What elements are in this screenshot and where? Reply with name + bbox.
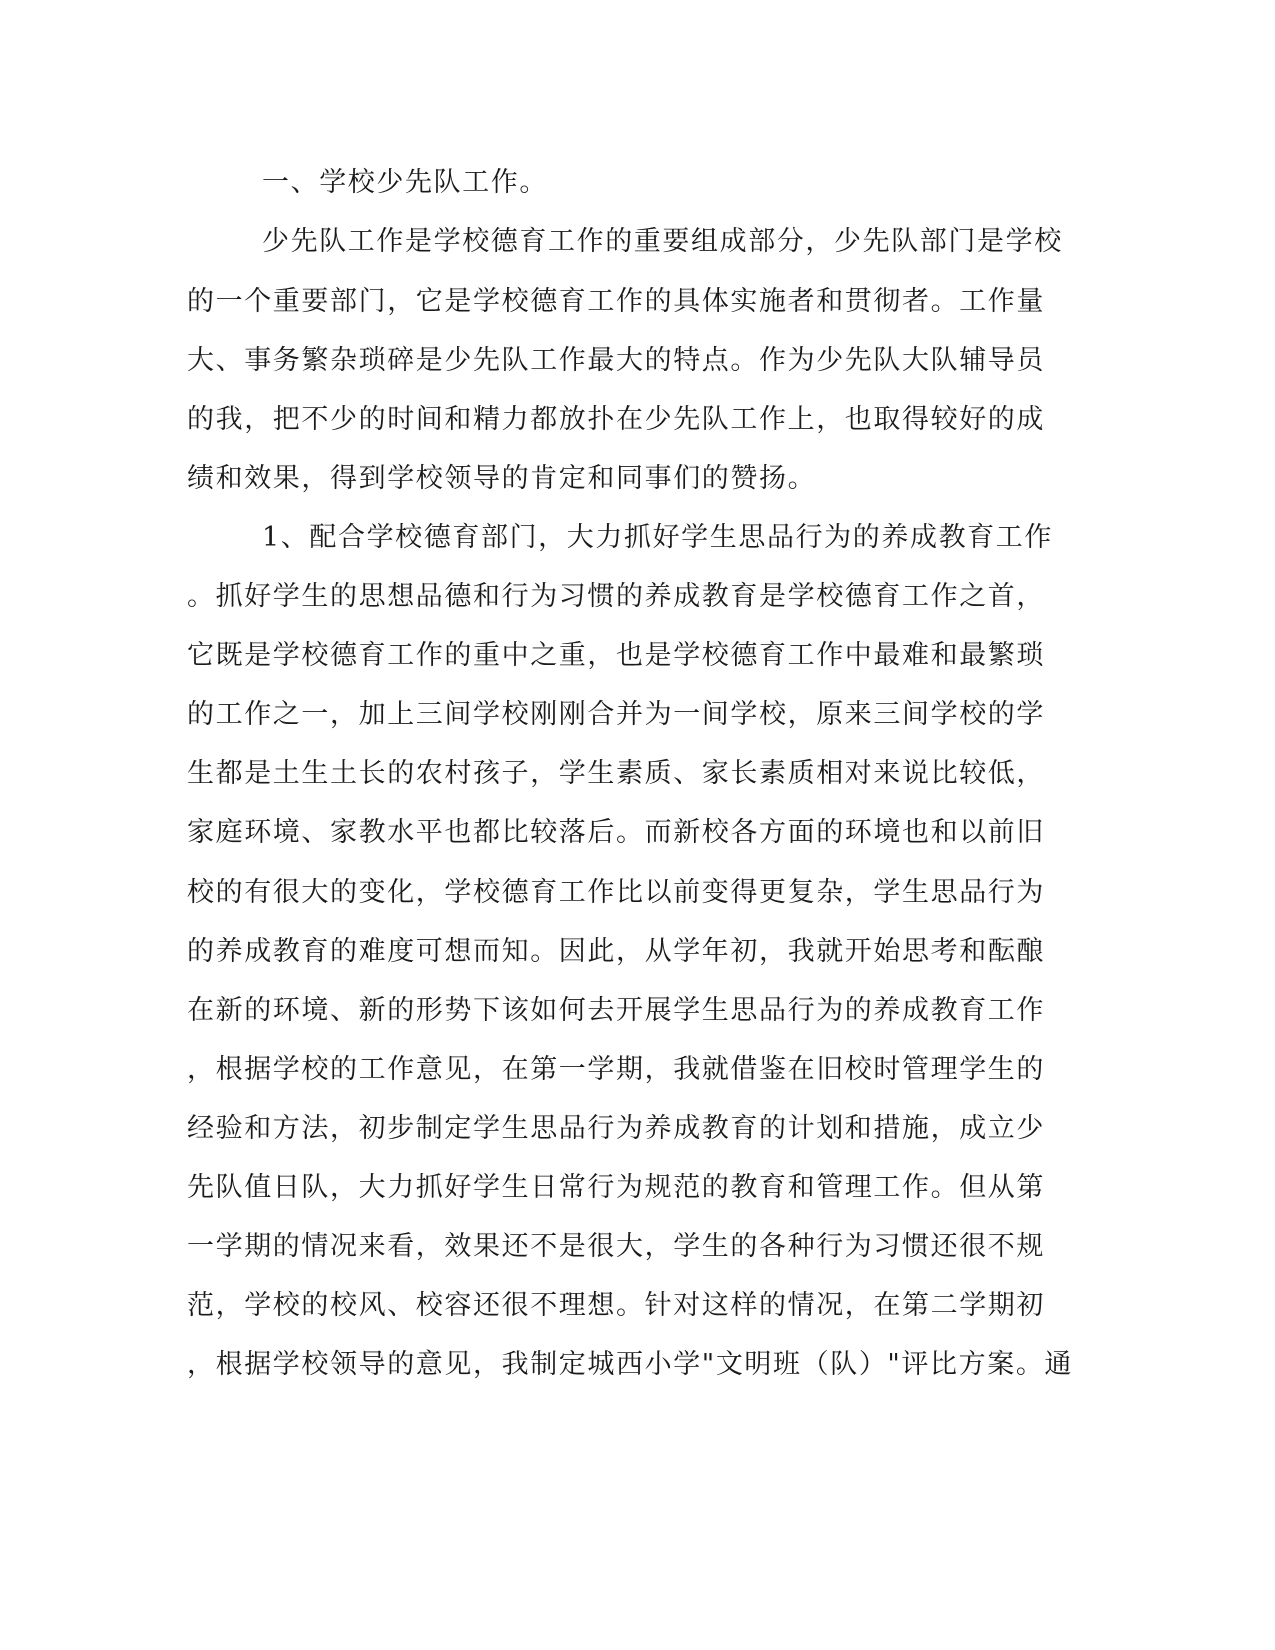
paragraph-line: 大、事务繁杂琐碎是少先队工作最大的特点。作为少先队大队辅导员: [187, 345, 1045, 376]
paragraph-line: 一学期的情况来看，效果还不是很大，学生的各种行为习惯还很不规: [187, 1231, 1045, 1262]
paragraph-line: 。抓好学生的思想品德和行为习惯的养成教育是学校德育工作之首，: [187, 581, 1045, 612]
paragraph-line: ，根据学校的工作意见，在第一学期，我就借鉴在旧校时管理学生的: [187, 1054, 1045, 1085]
paragraph-line: 1、配合学校德育部门，大力抓好学生思品行为的养成教育工作: [262, 522, 1053, 553]
paragraph-line: 的一个重要部门，它是学校德育工作的具体实施者和贯彻者。工作量: [187, 286, 1045, 317]
paragraph-line: 它既是学校德育工作的重中之重，也是学校德育工作中最难和最繁琐: [187, 640, 1045, 671]
paragraph-line: 家庭环境、家教水平也都比较落后。而新校各方面的环境也和以前旧: [187, 817, 1045, 848]
paragraph-line: 经验和方法，初步制定学生思品行为养成教育的计划和措施，成立少: [187, 1113, 1045, 1144]
section-heading: 一、学校少先队工作。: [262, 167, 548, 198]
paragraph-line: 范，学校的校风、校容还很不理想。针对这样的情况，在第二学期初: [187, 1290, 1045, 1321]
paragraph-line: 的我，把不少的时间和精力都放扑在少先队工作上，也取得较好的成: [187, 404, 1045, 435]
paragraph-line: 先队值日队，大力抓好学生日常行为规范的教育和管理工作。但从第: [187, 1172, 1045, 1203]
paragraph-line: 绩和效果，得到学校领导的肯定和同事们的赞扬。: [187, 463, 817, 494]
paragraph-line: ，根据学校领导的意见，我制定城西小学"文明班（队）"评比方案。通: [187, 1349, 1074, 1380]
paragraph-line: 的工作之一，加上三间学校刚刚合并为一间学校，原来三间学校的学: [187, 699, 1045, 730]
paragraph-line: 在新的环境、新的形势下该如何去开展学生思品行为的养成教育工作: [187, 995, 1045, 1026]
paragraph-line: 校的有很大的变化，学校德育工作比以前变得更复杂，学生思品行为: [187, 877, 1045, 908]
paragraph-line: 生都是土生土长的农村孩子，学生素质、家长素质相对来说比较低，: [187, 758, 1045, 789]
paragraph-line: 的养成教育的难度可想而知。因此，从学年初，我就开始思考和酝酿: [187, 936, 1045, 967]
paragraph-line: 少先队工作是学校德育工作的重要组成部分，少先队部门是学校: [262, 226, 1063, 257]
